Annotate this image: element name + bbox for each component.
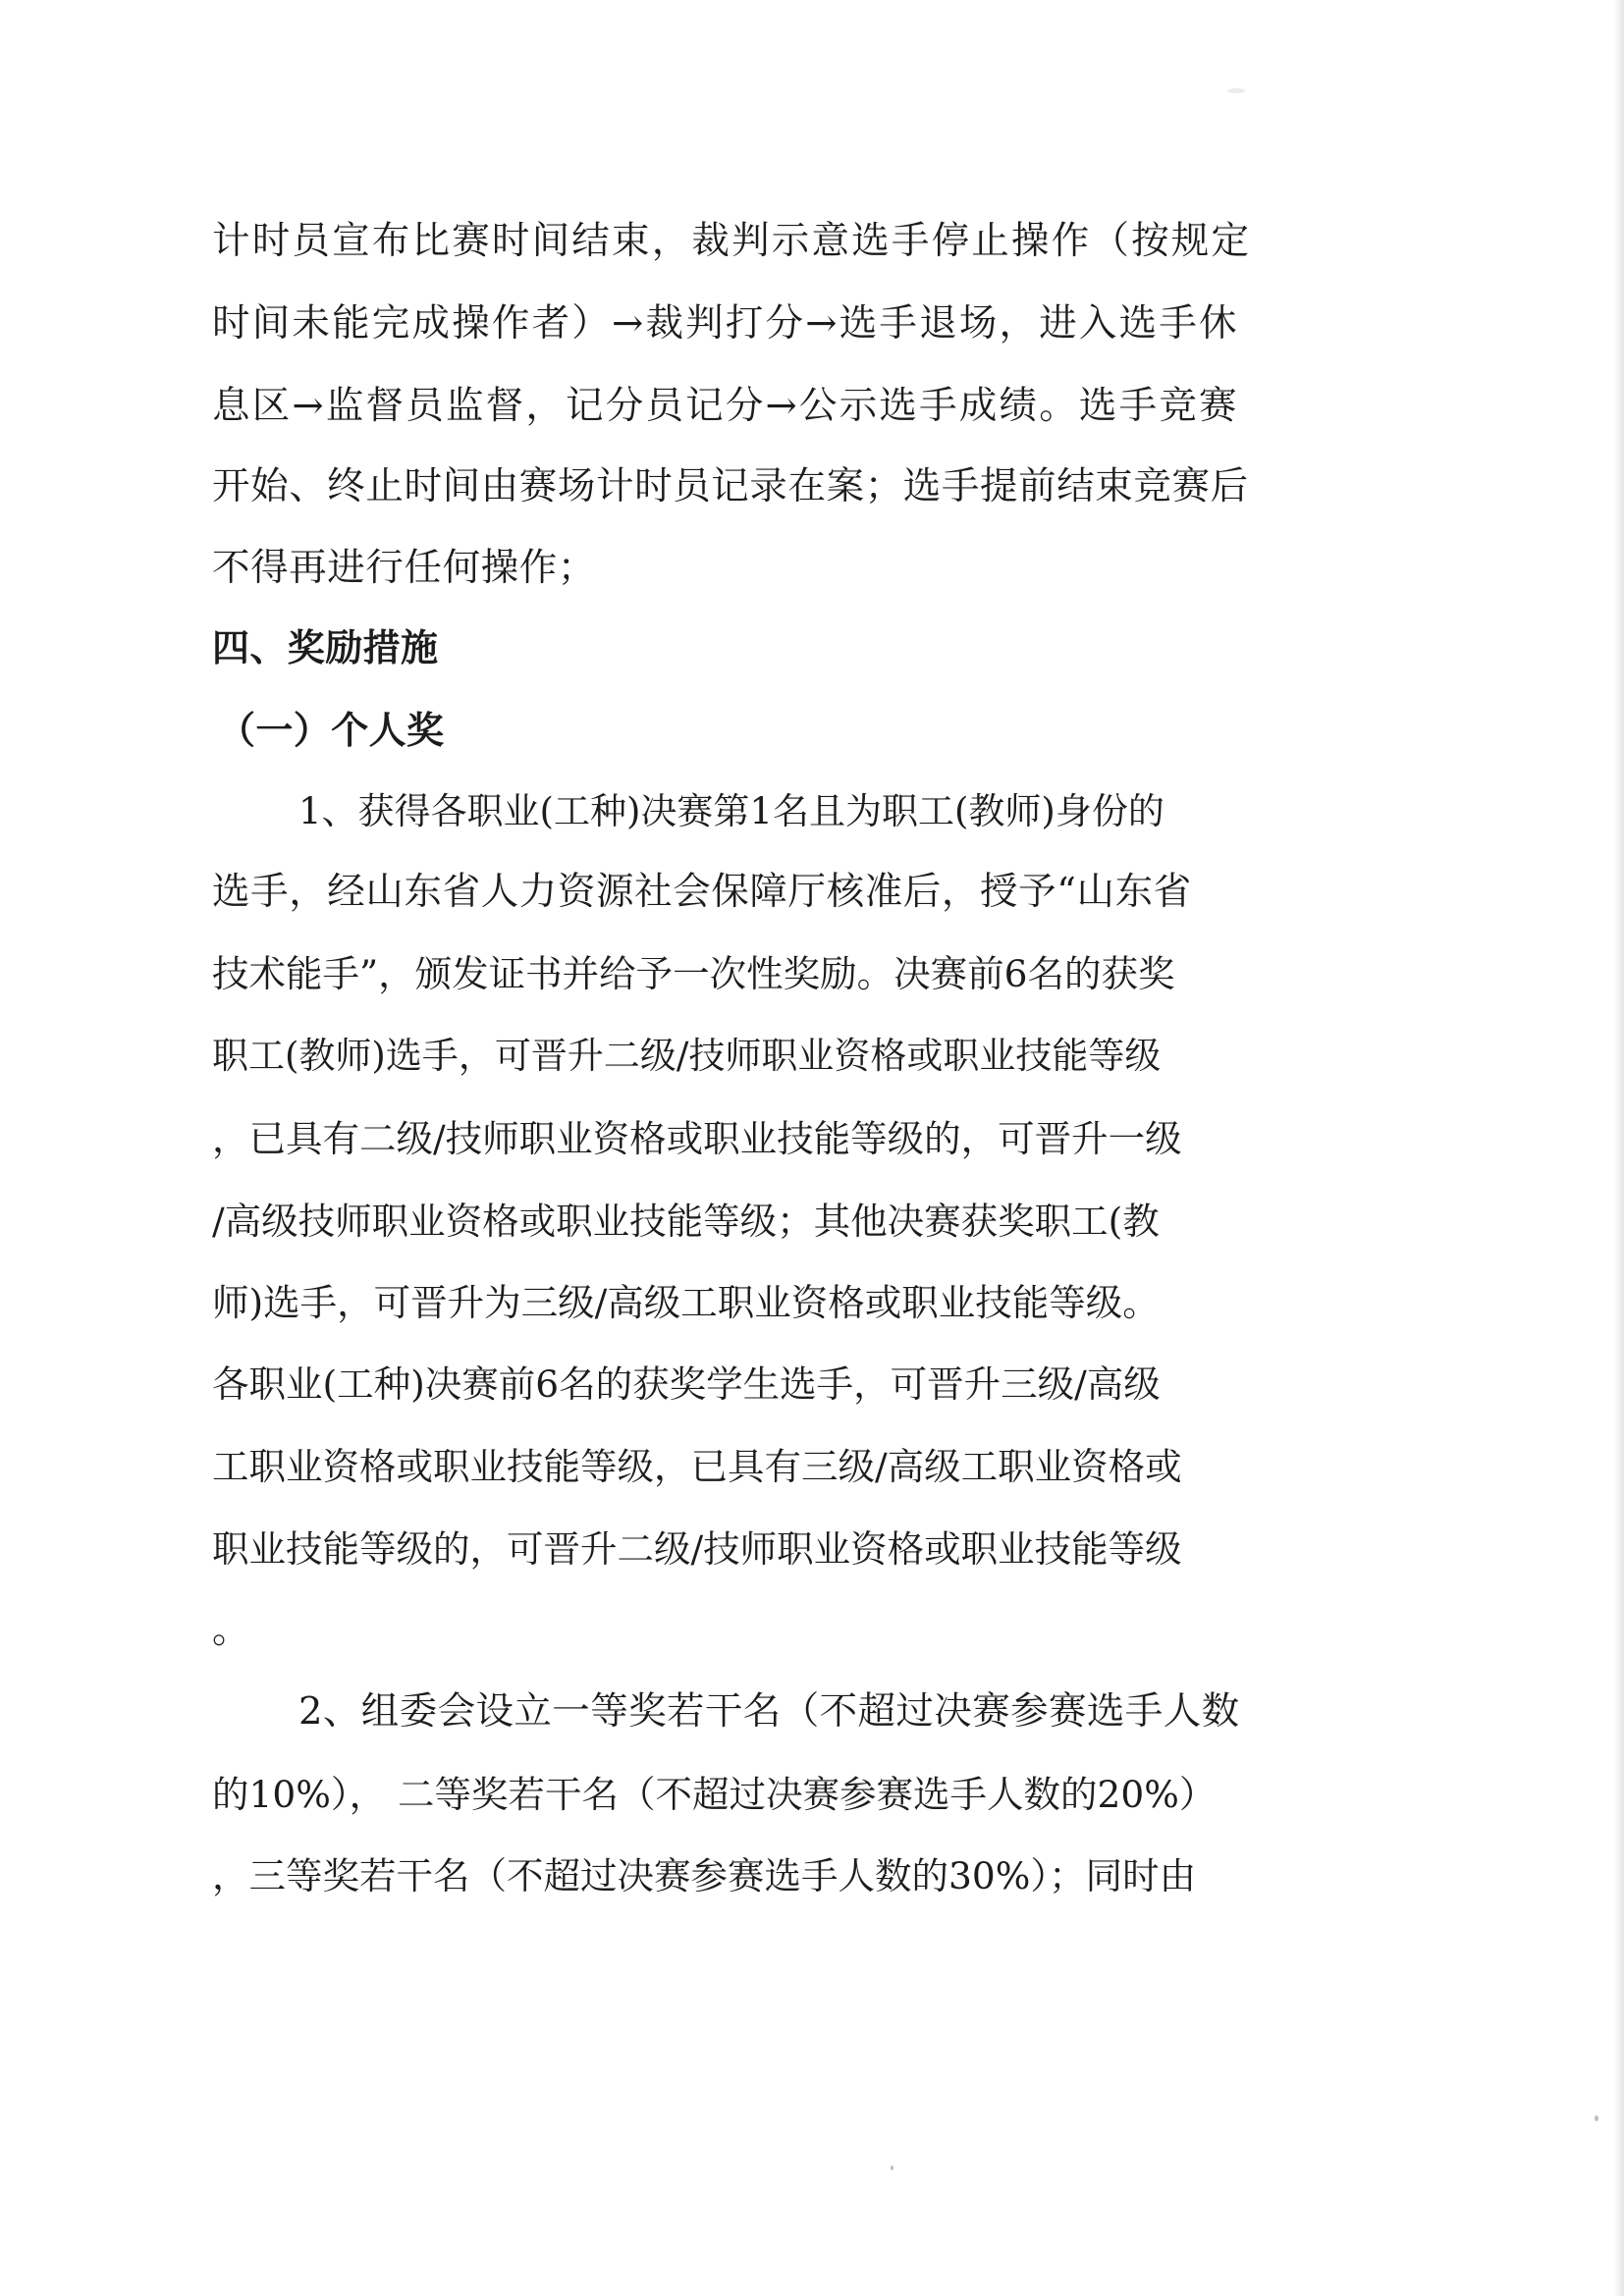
paragraph-line: 息区→监督员监督，记分员记分→公示选手成绩。选手竞赛 xyxy=(212,384,1239,428)
scan-speck xyxy=(1595,2115,1598,2121)
section-heading: 四、奖励措施 xyxy=(212,626,439,669)
paragraph-line: 职业技能等级的，可晋升二级/技师职业资格或职业技能等级 xyxy=(212,1527,1182,1571)
scan-speck xyxy=(891,2165,893,2170)
paragraph-line: 1、获得各职业(工种)决赛第1名且为职工(教师)身份的 xyxy=(298,790,1164,832)
paragraph-line: 选手，经山东省人力资源社会保障厅核准后，授予“山东省 xyxy=(212,870,1192,914)
paragraph-line: 。 xyxy=(212,1608,250,1652)
paragraph-line: 师)选手，可晋升为三级/高级工职业资格或职业技能等级。 xyxy=(212,1281,1160,1324)
paragraph-line: /高级技师职业资格或职业技能等级；其他决赛获奖职工(教 xyxy=(212,1200,1160,1243)
paragraph-line: 不得再进行任何操作； xyxy=(212,546,597,590)
paragraph-line: 的10%）， 二等奖若干名（不超过决赛参赛选手人数的20%） xyxy=(212,1773,1217,1816)
paragraph-line: ，三等奖若干名（不超过决赛参赛选手人数的30%）；同时由 xyxy=(212,1854,1197,1897)
paragraph-line: 职工(教师)选手，可晋升二级/技师职业资格或职业技能等级 xyxy=(212,1035,1162,1077)
page-edge-shadow xyxy=(1614,0,1624,2296)
paragraph-line: 时间未能完成操作者）→裁判打分→选手退场，进入选手休 xyxy=(212,301,1239,346)
paragraph-line: ，已具有二级/技师职业资格或职业技能等级的，可晋升一级 xyxy=(212,1117,1182,1160)
paragraph-line: 各职业(工种)决赛前6名的获奖学生选手，可晋升三级/高级 xyxy=(212,1362,1161,1406)
paragraph-line: 2、组委会设立一等奖若干名（不超过决赛参赛选手人数 xyxy=(298,1689,1240,1734)
scan-speck xyxy=(1227,88,1245,93)
paragraph-line: 开始、终止时间由赛场计时员记录在案；选手提前结束竞赛后 xyxy=(212,464,1249,508)
paragraph-line: 计时员宣布比赛时间结束，裁判示意选手停止操作（按规定 xyxy=(212,219,1252,263)
paragraph-line: 技术能手”，颁发证书并给予一次性奖励。决赛前6名的获奖 xyxy=(212,952,1175,995)
subsection-heading: （一）个人奖 xyxy=(218,709,445,752)
paragraph-line: 工职业资格或职业技能等级，已具有三级/高级工职业资格或 xyxy=(212,1445,1182,1488)
